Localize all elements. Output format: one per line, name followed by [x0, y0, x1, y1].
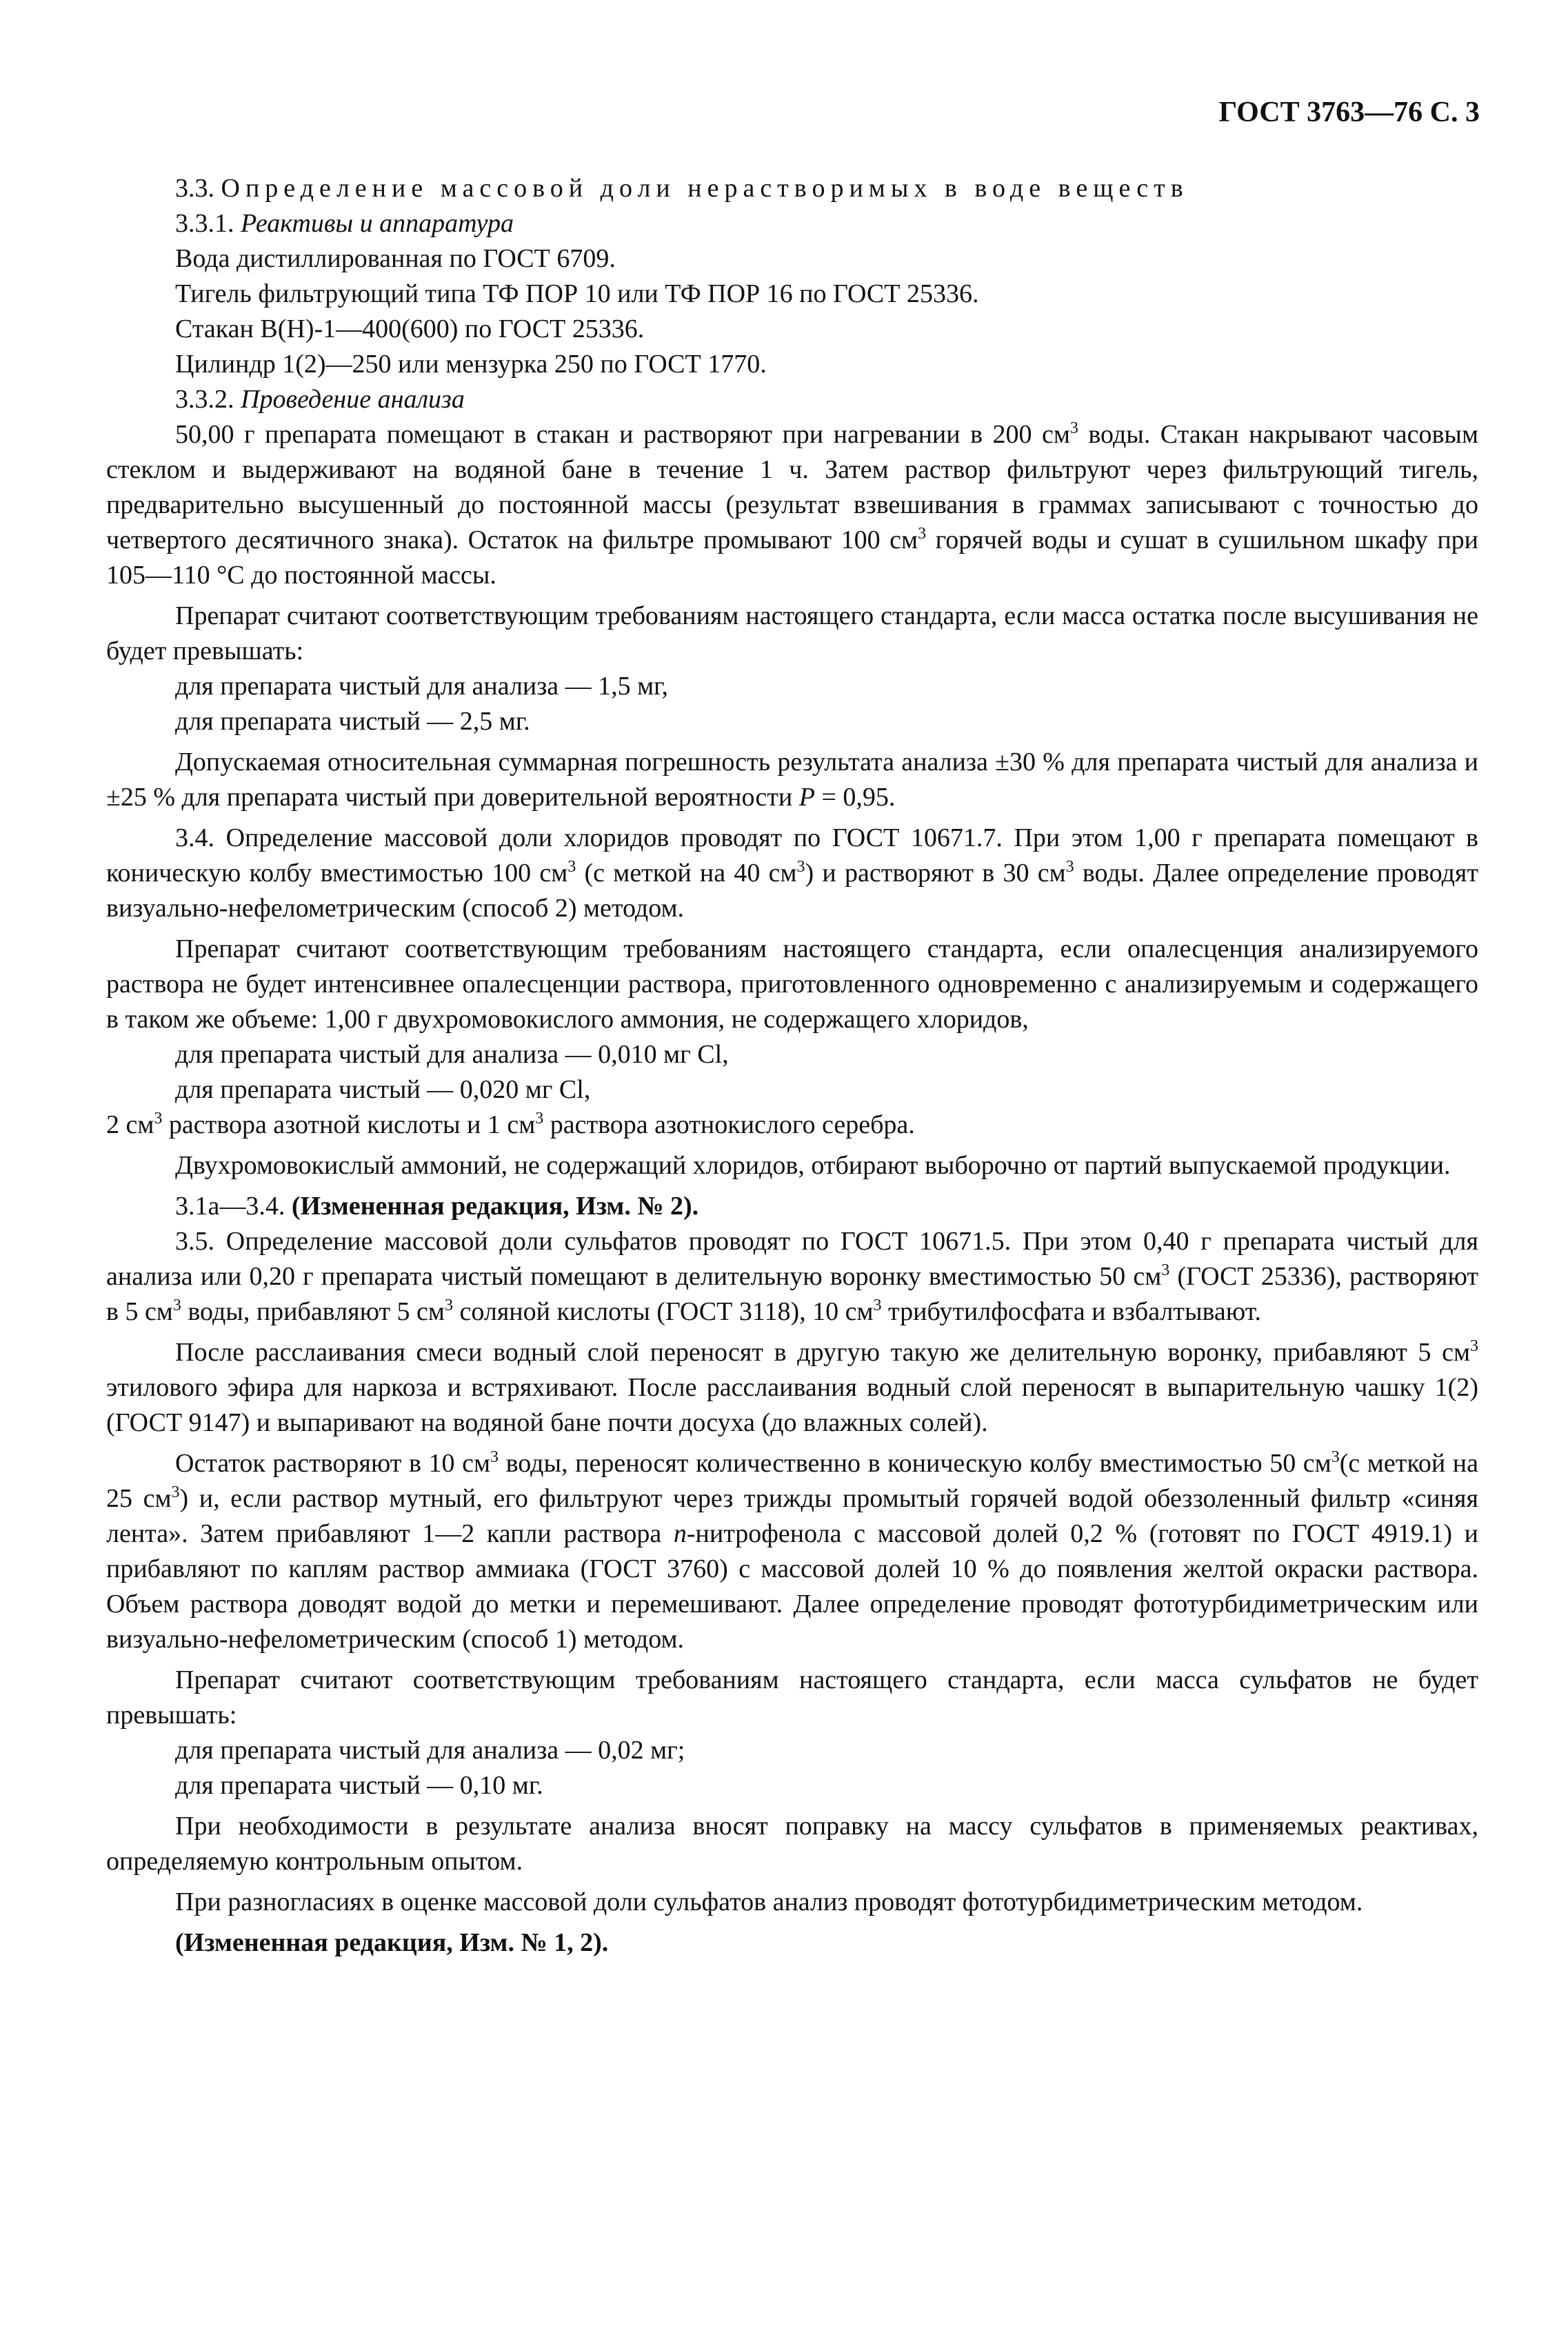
requirements-intro: Препарат считают соответствующим требованиям настоящего стандарта, если масса остатка после высушивания не будет превышать:	[106, 601, 1478, 665]
residue-paragraph: Остаток растворяют в 10 $см^3$ воды, переносят количественно в коническую колбу вместимостью 50 $см^3(с$ меткой на 25 $см^3$) и, если раствор мутный, его фильтруют через трижды промытый горячей водой обеззоленный фильтр «синяя лента». Затем прибавляют 1—2 капли раствора n-нитрофенола с массовой долей 0,2 % (готовят по ГОСТ 4919.1) и прибавляют по каплям раствор аммиака (ГОСТ 3760) с массовой долей 10 % до появления желтой окраски раствора. Объем раствора доводят водой до метки и перемешивают. Далее определение проводят фототурбидиметрическим или визуально-нефелометрическим (способ 1) методом.	[106, 1448, 1478, 1654]
subsection-title: Проведение анализа	[241, 385, 465, 414]
separation-paragraph: После расслаивания смеси водный слой переносят в другую такую же делительную воронку, прибавляют 5 $см^3$ этилового эфира для наркоза и встряхивают. После расслаивания водный слой переносят в выпарительную чашку 1(2) (ГОСТ 9147) и выпаривают на водяной бане почти досуха (до влажных солей).	[106, 1337, 1478, 1437]
requirement-item: для препарата чистый — 0,020 мг Cl,	[175, 1075, 591, 1104]
reagent-item: Цилиндр 1(2)—250 или мензурка 250 по ГОСТ 1770.	[175, 350, 767, 379]
section-number: 3.3.	[175, 174, 214, 203]
reagent-item: Тигель фильтрующий типа ТФ ПОР 10 или ТФ ПОР 16 по ГОСТ 25336.	[175, 279, 979, 308]
analysis-paragraph: 50,00 г препарата помещают в стакан и растворяют при нагревании в 200 $см^3$ воды. Стакан накрывают часовым стеклом и выдерживают на водяной бане в течение 1 ч. Затем раствор фильтруют через фильтрующий тигель, предварительно высушенный до постоянной массы (результат взвешивания в граммах записывают с точностью до четвертого десятичного знака). Остаток на фильтре промывают 100 $см^3$ горячей воды и сушат в сушильном шкафу при 105—110 °С до постоянной массы.	[106, 419, 1478, 590]
requirement-item: для препарата чистый — 2,5 мг.	[175, 707, 530, 736]
section-3-3-heading	[106, 171, 1478, 206]
section-title: Определение массовой доли нерастворимых в воде веществ	[221, 174, 1189, 203]
subsection-3-3-2-heading	[106, 382, 1478, 417]
requirement-item: для препарата чистый — 0,10 мг.	[175, 1771, 543, 1800]
selection-note: Двухромовокислый аммоний, не содержащий хлоридов, отбирают выборочно от партий выпускаемой продукции.	[175, 1151, 1451, 1180]
disagreement-paragraph: При разногласиях в оценке массовой доли сульфатов анализ проводят фототурбидиметрическим методом.	[175, 1887, 1363, 1916]
correction-paragraph: При необходимости в результате анализа вносят поправку на массу сульфатов в применяемых реактивах, определяемую контрольным опытом.	[106, 1812, 1478, 1876]
sulfate-requirements-intro: Препарат считают соответствующим требованиям настоящего стандарта, если масса сульфатов не будет превышать:	[106, 1665, 1478, 1730]
subsection-number: 3.3.2.	[175, 385, 234, 414]
subsection-number: 3.3.1.	[175, 209, 234, 238]
reagent-item: Стакан В(Н)-1—400(600) по ГОСТ 25336.	[175, 314, 645, 343]
reagent-item: Вода дистиллированная по ГОСТ 6709.	[175, 244, 616, 273]
error-paragraph: Допускаемая относительная суммарная погрешность результата анализа ±30 % для препарата чистый для анализа и ±25 % для препарата чистый при доверительной вероятности Р = 0,95.	[106, 748, 1478, 812]
page-header: ГОСТ 3763—76 С. 3	[1218, 97, 1480, 128]
subsection-3-3-1-heading	[106, 206, 1478, 241]
chloride-requirements: Препарат считают соответствующим требованиям настоящего стандарта, если опалесценция анализируемого раствора не будет интенсивнее опалесценции раствора, приготовленного одновременно с анализируемым и содержащего в таком же объеме: 1,00 г двухромовокислого аммония, не содержащего хлоридов,	[106, 934, 1478, 1034]
requirement-item: для препарата чистый для анализа — 1,5 мг,	[175, 672, 668, 701]
section-3-4-paragraph: 3.4. Определение массовой доли хлоридов проводят по ГОСТ 10671.7. При этом 1,00 г препарата помещают в коническую колбу вместимостью 100 $см^3$ (с меткой на 40 $см^3$) и растворяют в 30 $см^3$ воды. Далее определение проводят визуально-нефелометрическим (способ 2) методом.	[106, 823, 1479, 923]
amendment-note: 3.1а—3.4. (Измененная редакция, Изм. № 2).	[175, 1192, 699, 1221]
requirement-item: для препарата чистый для анализа — 0,010 мг Cl,	[175, 1040, 729, 1069]
requirement-item: для препарата чистый для анализа — 0,02 мг;	[175, 1736, 685, 1765]
subsection-title: Реактивы и аппаратура	[241, 209, 514, 238]
reagent-line: 2 $см^3$ раствора азотной кислоты и 1 $см^3$ раствора азотнокислого серебра.	[106, 1110, 915, 1139]
section-3-5-paragraph: 3.5. Определение массовой доли сульфатов проводят по ГОСТ 10671.5. При этом 0,40 г препарата чистый для анализа или 0,20 г препарата чистый помещают в делительную воронку вместимостью 50 $см^3$ (ГОСТ 25336), растворяют в 5 $см^3$ воды, прибавляют 5 $см^3$ соляной кислоты (ГОСТ 3118), 10 $см^3$ трибутилфосфата и взбалтывают.	[106, 1227, 1479, 1326]
document-body	[106, 171, 1478, 1961]
amendment-note: (Измененная редакция, Изм. № 1, 2).	[175, 1928, 609, 1957]
